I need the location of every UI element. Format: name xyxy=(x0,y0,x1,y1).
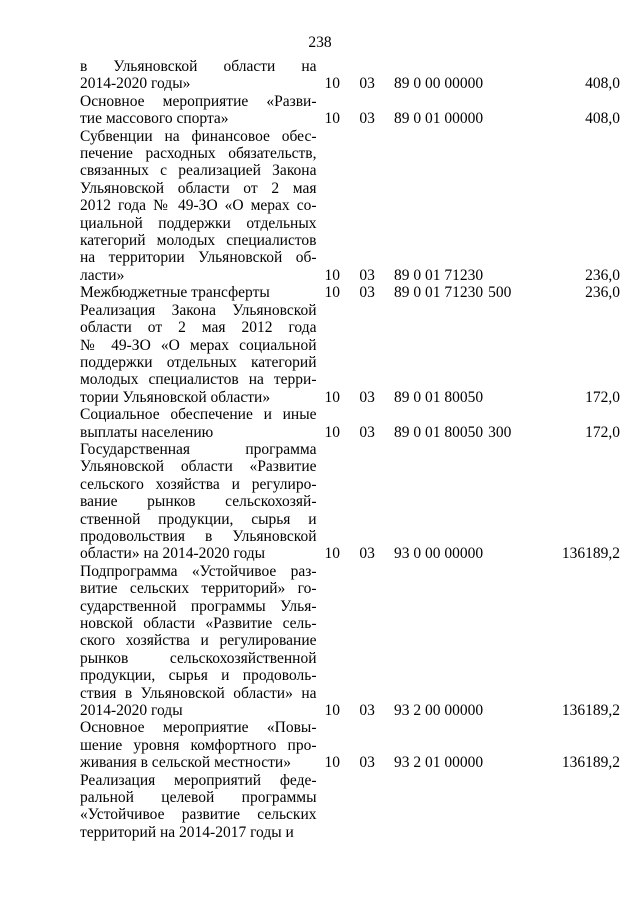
amount-cell: 408,0 xyxy=(585,110,620,128)
subsection-code-cell: 03 xyxy=(359,110,375,128)
table-row xyxy=(80,128,620,285)
expense-type-cell xyxy=(488,302,530,406)
table-row xyxy=(80,93,620,128)
budget-table-body xyxy=(80,58,620,841)
row-name-line: Ульяновской области «Развитие xyxy=(80,458,317,476)
section-code-cell: 10 xyxy=(324,754,340,772)
expense-type-cell xyxy=(488,58,530,93)
row-name-line: ральной целевой программы xyxy=(80,789,317,807)
target-article-cell: 89 0 01 71230 xyxy=(393,266,484,284)
row-name-cell xyxy=(80,772,317,842)
expense-type-cell xyxy=(488,772,530,842)
target-article-cell xyxy=(394,772,488,842)
row-name-cell xyxy=(80,719,317,771)
row-name-line: 2012 года № 49-ЗО «О мерах со- xyxy=(80,197,317,215)
expense-type-cell xyxy=(488,719,530,771)
row-name-line: молодых специалистов на терри- xyxy=(80,371,317,389)
target-article-cell: 93 2 00 00000 xyxy=(393,702,484,720)
expense-type-cell xyxy=(488,93,530,128)
subsection-code-cell xyxy=(359,772,394,842)
row-name-line: продукции, сырья и продоволь- xyxy=(80,667,317,685)
section-code-cell: 10 xyxy=(324,75,340,93)
amount-cell: 236,0 xyxy=(585,266,620,284)
section-code-cell: 10 xyxy=(324,388,340,406)
row-name-line: циальной поддержки отдельных xyxy=(80,214,317,232)
amount-cell: 408,0 xyxy=(585,75,620,93)
subsection-code-cell: 03 xyxy=(359,75,375,93)
subsection-code-cell: 03 xyxy=(359,266,375,284)
row-name-line: поддержки отдельных категорий xyxy=(80,353,317,371)
row-name-line: Социальное обеспечение и иные xyxy=(80,406,317,424)
subsection-code-cell: 03 xyxy=(359,284,375,302)
row-name-line: Реализация мероприятий феде- xyxy=(80,771,317,789)
row-name-line: Основное мероприятие «Повы- xyxy=(80,719,317,737)
target-article-cell: 89 0 01 71230 xyxy=(393,284,484,302)
budget-table xyxy=(80,58,620,841)
row-name-cell xyxy=(80,563,317,720)
table-row xyxy=(80,284,620,301)
row-name-cell xyxy=(80,441,317,563)
subsection-code-cell: 03 xyxy=(359,545,375,563)
row-name-line: области от 2 мая 2012 года xyxy=(80,319,317,337)
target-article-cell: 89 0 01 00000 xyxy=(393,110,484,128)
amount-cell xyxy=(530,772,620,842)
row-name-cell xyxy=(80,302,317,406)
row-name-line: тие массового спорта» xyxy=(80,110,229,128)
row-name-line: № 49-ЗО «О мерах социальной xyxy=(80,336,317,354)
row-name-line: «Устойчивое развитие сельских xyxy=(80,806,317,824)
amount-cell: 136189,2 xyxy=(561,545,620,563)
table-row xyxy=(80,563,620,720)
expense-type-cell xyxy=(488,441,530,563)
section-code-cell: 10 xyxy=(324,284,340,302)
row-name-line: Реализация Закона Ульяновской xyxy=(80,301,317,319)
row-name-line: продовольствия в Ульяновской xyxy=(80,527,317,545)
target-article-cell: 89 0 00 00000 xyxy=(393,75,484,93)
row-name-line: живания в сельской местности» xyxy=(80,754,291,772)
amount-cell: 136189,2 xyxy=(561,754,620,772)
amount-cell: 136189,2 xyxy=(561,702,620,720)
row-name-line: сударственной программы Улья- xyxy=(80,597,317,615)
row-name-line: ского хозяйства и регулирование xyxy=(80,632,317,650)
target-article-cell: 93 0 00 00000 xyxy=(393,545,484,563)
section-code-cell: 10 xyxy=(324,702,340,720)
row-name-line: новской области «Развитие сель- xyxy=(80,615,317,632)
row-name-line: Межбюджетные трансферты xyxy=(80,284,270,302)
row-name-line: шение уровня комфортного про- xyxy=(80,736,317,754)
subsection-code-cell: 03 xyxy=(359,423,375,441)
row-name-line: Подпрограмма «Устойчивое раз- xyxy=(80,562,317,580)
table-row xyxy=(80,719,620,771)
row-name-line: рынков сельскохозяйственной xyxy=(80,649,317,667)
subsection-code-cell: 03 xyxy=(359,702,375,720)
table-row xyxy=(80,302,620,406)
row-name-line: 2014-2020 годы xyxy=(80,702,183,720)
section-code-cell: 10 xyxy=(324,266,340,284)
table-row xyxy=(80,772,620,842)
row-name-cell xyxy=(80,128,317,285)
row-name-line: печение расходных обязательств, xyxy=(80,145,317,163)
row-name-line: ствия в Ульяновской области» на xyxy=(80,684,317,702)
expense-type-cell xyxy=(488,128,530,285)
row-name-line: 2014-2020 годы» xyxy=(80,75,191,93)
table-row xyxy=(80,406,620,441)
expense-type-cell xyxy=(488,563,530,720)
page-number: 238 xyxy=(308,34,332,51)
row-name-line: территорий на 2014-2017 годы и xyxy=(80,823,294,841)
expense-type-cell: 300 xyxy=(488,423,512,441)
table-row xyxy=(80,441,620,563)
row-name-line: категорий молодых специалистов xyxy=(80,232,317,250)
row-name-line: сельского хозяйства и регулиро- xyxy=(80,475,317,493)
subsection-code-cell: 03 xyxy=(359,754,375,772)
row-name-cell xyxy=(80,406,317,441)
expense-type-cell: 500 xyxy=(488,284,512,302)
target-article-cell: 93 2 01 00000 xyxy=(393,754,484,772)
amount-cell: 172,0 xyxy=(585,388,620,406)
row-name-line: вание рынков сельскохозяй- xyxy=(80,493,317,511)
row-name-line: тории Ульяновской области» xyxy=(80,388,271,406)
row-name-line: Ульяновской области от 2 мая xyxy=(80,179,317,197)
row-name-line: области» на 2014-2020 годы xyxy=(80,545,266,563)
amount-cell: 236,0 xyxy=(585,284,620,302)
row-name-line: Субвенции на финансовое обес- xyxy=(80,127,317,145)
section-code-cell: 10 xyxy=(324,110,340,128)
row-name-line: выплаты населению xyxy=(80,423,214,441)
target-article-cell: 89 0 01 80050 xyxy=(393,423,484,441)
section-code-cell xyxy=(317,772,360,842)
row-name-line: Основное мероприятие «Разви- xyxy=(80,92,317,110)
row-name-line: на территории Ульяновской об- xyxy=(80,249,317,267)
row-name-line: ственной продукции, сырья и xyxy=(80,510,317,528)
section-code-cell: 10 xyxy=(324,545,340,563)
section-code-cell: 10 xyxy=(324,423,340,441)
row-name-line: в Ульяновской области на xyxy=(80,58,317,75)
amount-cell: 172,0 xyxy=(585,423,620,441)
table-row xyxy=(80,58,620,93)
row-name-line: связанных с реализацией Закона xyxy=(80,162,317,180)
row-name-line: витие сельских территорий» го- xyxy=(80,580,317,598)
target-article-cell: 89 0 01 80050 xyxy=(393,388,484,406)
row-name-line: ласти» xyxy=(80,266,125,284)
row-name-cell xyxy=(80,93,317,128)
row-name-line: Государственная программа xyxy=(80,440,317,458)
row-name-cell xyxy=(80,58,317,93)
subsection-code-cell: 03 xyxy=(359,388,375,406)
row-name-cell xyxy=(80,284,317,301)
